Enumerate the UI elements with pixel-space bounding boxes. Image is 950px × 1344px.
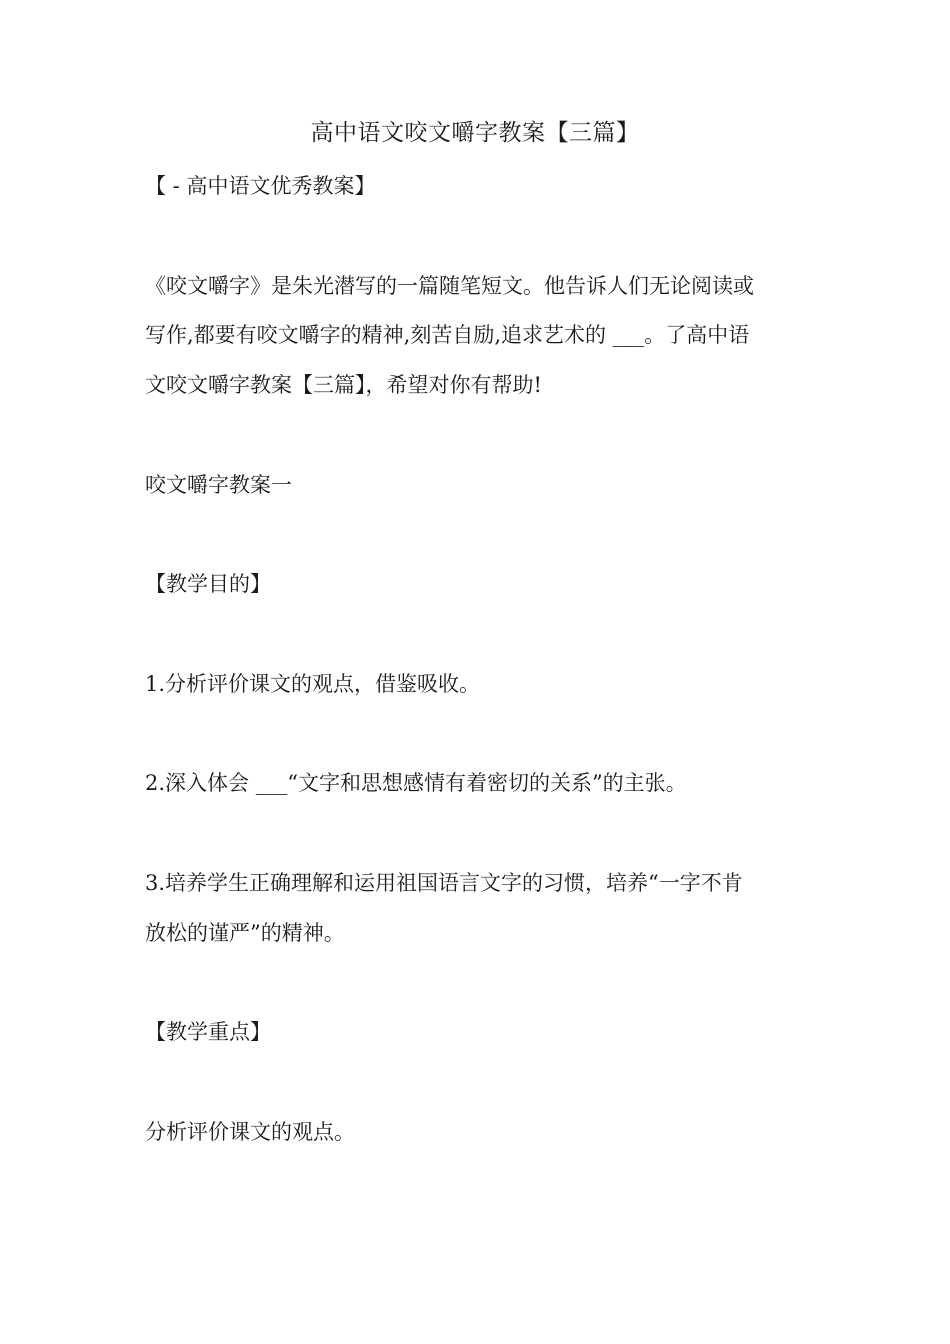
key-point-text: 分析评价课文的观点。 <box>145 1120 355 1144</box>
key-points-heading: 【教学重点】 <box>145 1020 271 1044</box>
objective-3-line-2: 放松的谨严”的精神。 <box>145 921 345 945</box>
section-heading: 咬文嚼字教案一 <box>145 473 292 497</box>
objectives-heading: 【教学目的】 <box>145 572 271 596</box>
intro-line-1: 《咬文嚼字》是朱光潜写的一篇随笔短文。他告诉人们无论阅读或 <box>145 274 754 298</box>
document-subtitle: 【 - 高中语文优秀教案】 <box>145 174 376 198</box>
intro-line-2: 写作,都要有咬文嚼字的精神,刻苦自励,追求艺术的 ___。了高中语 <box>145 323 750 347</box>
objective-1: 1.分析评价课文的观点，借鉴吸收。 <box>145 672 481 696</box>
intro-line-3: 文咬文嚼字教案【三篇】，希望对你有帮助! <box>145 373 542 397</box>
document-title: 高中语文咬文嚼字教案【三篇】 <box>310 120 640 146</box>
objective-2: 2.深入体会 ___“文字和思想感情有着密切的关系”的主张。 <box>145 771 687 795</box>
objective-3-line-1: 3.培养学生正确理解和运用祖国语言文字的习惯，培养“一字不肯 <box>145 871 743 895</box>
